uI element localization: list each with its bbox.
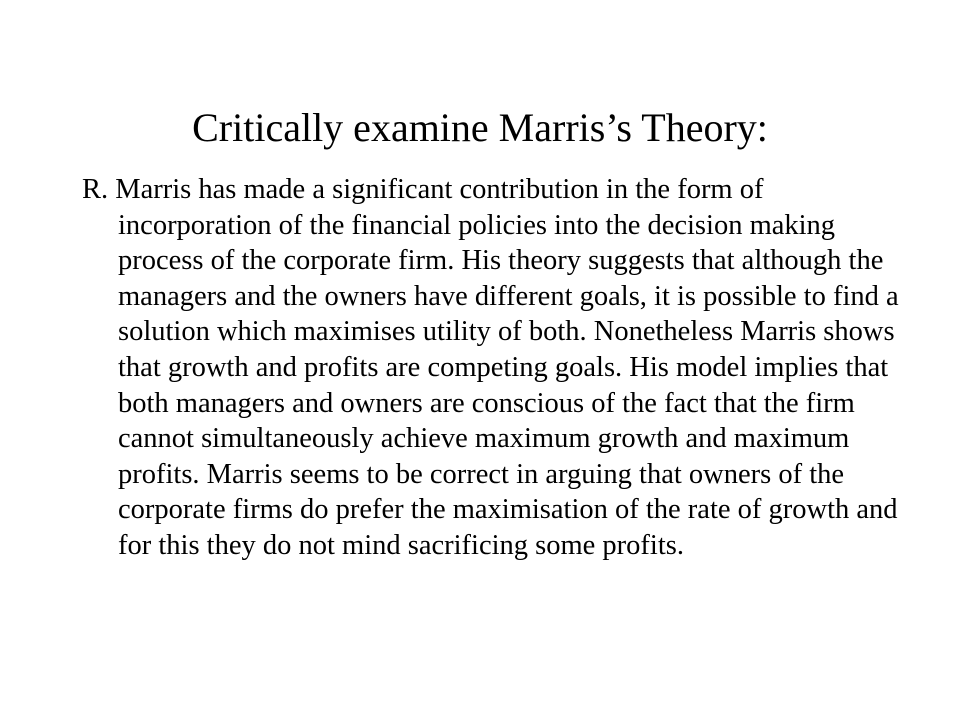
slide-body-text: R. Marris has made a significant contribution in the form of incorporation of the financial policies into the decision making process of the corporate firm. His theory suggests that although the managers and the owners have different goals, it is possible to find a solution which maximises utility of both. Nonetheless Marris shows that growth and profits are competing goals. His model implies that both managers and owners are conscious of the fact that the firm cannot simultaneously achieve maximum growth and maximum profits. Marris seems to be correct in arguing that owners of the corporate firms do prefer the maximisation of the rate of growth and for this they do not mind sacrificing some profits. [82, 174, 899, 561]
slide-title: Critically examine Marris’s Theory: [192, 105, 768, 150]
